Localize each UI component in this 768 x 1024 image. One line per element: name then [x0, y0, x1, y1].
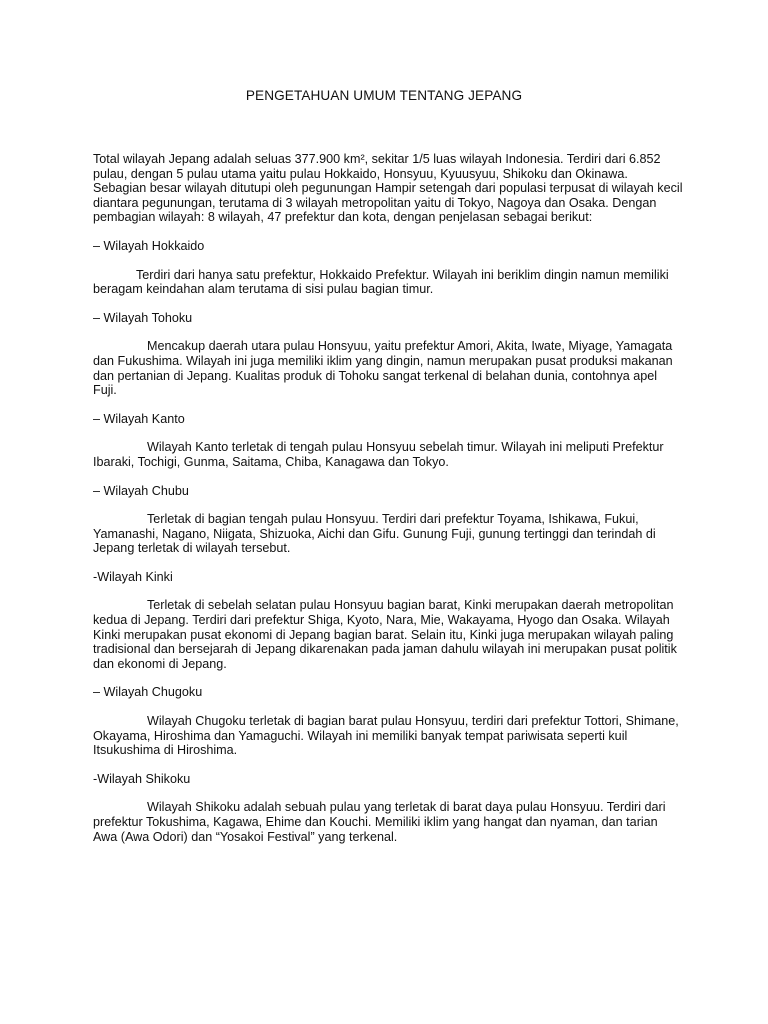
section-heading-shikoku: -Wilayah Shikoku [93, 771, 191, 786]
section-body-hokkaido: Terdiri dari hanya satu prefektur, Hokkaido Prefektur. Wilayah ini beriklim dingin namun memiliki beragam keindahan alam terutama di sisi pulau bagian timur. [93, 267, 669, 297]
section-heading-kinki: -Wilayah Kinki [93, 569, 173, 584]
section-body-chubu: Terletak di bagian tengah pulau Honsyuu. Terdiri dari prefektur Toyama, Ishikawa, Fukui, Yamanashi, Nagano, Niigata, Shizuoka, Aichi dan Gifu. Gunung Fuji, gunung tertinggi dan terindah di Jepang terletak di wilayah tersebut. [93, 512, 656, 556]
section-heading-kanto: – Wilayah Kanto [93, 411, 185, 426]
intro-paragraph: Total wilayah Jepang adalah seluas 377.900 km², sekitar 1/5 luas wilayah Indonesia. Terdiri dari 6.852 pulau, dengan 5 pulau utama yaitu pulau Hokkaido, Honsyuu, Kyuusyuu, Shikoku dan Okinawa. Sebagian besar wilayah ditutupi oleh pegunungan Hampir setengah dari populasi terpusat di wilayah kecil diantara pegunungan, terutama di 3 wilayah metropolitan yaitu di Tokyo, Nagoya dan Osaka. Dengan pembagian wilayah: 8 wilayah, 47 prefektur dan kota, dengan penjelasan sebagai berikut: [93, 152, 683, 225]
document-title: PENGETAHUAN UMUM TENTANG JEPANG [245, 88, 523, 103]
section-heading-hokkaido: – Wilayah Hokkaido [93, 238, 205, 253]
section-body-tohoku: Mencakup daerah utara pulau Honsyuu, yaitu prefektur Amori, Akita, Iwate, Miyage, Yamagata dan Fukushima. Wilayah ini juga memiliki iklim yang dingin, namun merupakan pusat produksi makanan dan pertanian di Jepang. Kualitas produk di Tohoku sangat terkenal di belahan dunia, contohnya apel Fuji. [93, 339, 673, 398]
section-body-kinki: Terletak di sebelah selatan pulau Honsyuu bagian barat, Kinki merupakan daerah metropolitan kedua di Jepang. Terdiri dari prefektur Shiga, Kyoto, Nara, Mie, Wakayama, Hyogo dan Osaka. Wilayah Kinki merupakan pusat ekonomi di Jepang bagian barat. Selain itu, Kinki juga merupakan wilayah paling tradisional dan bersejarah di Jepang dikarenakan pada jaman dahulu wilayah ini merupakan pusat politik dan ekonomi di Jepang. [93, 598, 677, 671]
document-body [93, 152, 683, 858]
section-heading-chugoku: – Wilayah Chugoku [93, 685, 203, 700]
section-body-chugoku: Wilayah Chugoku terletak di bagian barat pulau Honsyuu, terdiri dari prefektur Tottori, Shimane, Okayama, Hiroshima dan Yamaguchi. Wilayah ini memiliki banyak tempat pariwisata seperti kuil Itsukushima di Hiroshima. [93, 714, 679, 758]
section-body-kanto: Wilayah Kanto terletak di tengah pulau Honsyuu sebelah timur. Wilayah ini meliputi Prefektur Ibaraki, Tochigi, Gunma, Saitama, Chiba, Kanagawa dan Tokyo. [93, 440, 664, 469]
section-heading-chubu: – Wilayah Chubu [93, 483, 189, 498]
section-heading-tohoku: – Wilayah Tohoku [93, 310, 193, 325]
section-body-shikoku: Wilayah Shikoku adalah sebuah pulau yang terletak di barat daya pulau Honsyuu. Terdiri dari prefektur Tokushima, Kagawa, Ehime dan Kouchi. Memiliki iklim yang hangat dan nyaman, dan tarian Awa (Awa Odori) dan “Yosakoi Festival” yang terkenal. [93, 800, 666, 844]
